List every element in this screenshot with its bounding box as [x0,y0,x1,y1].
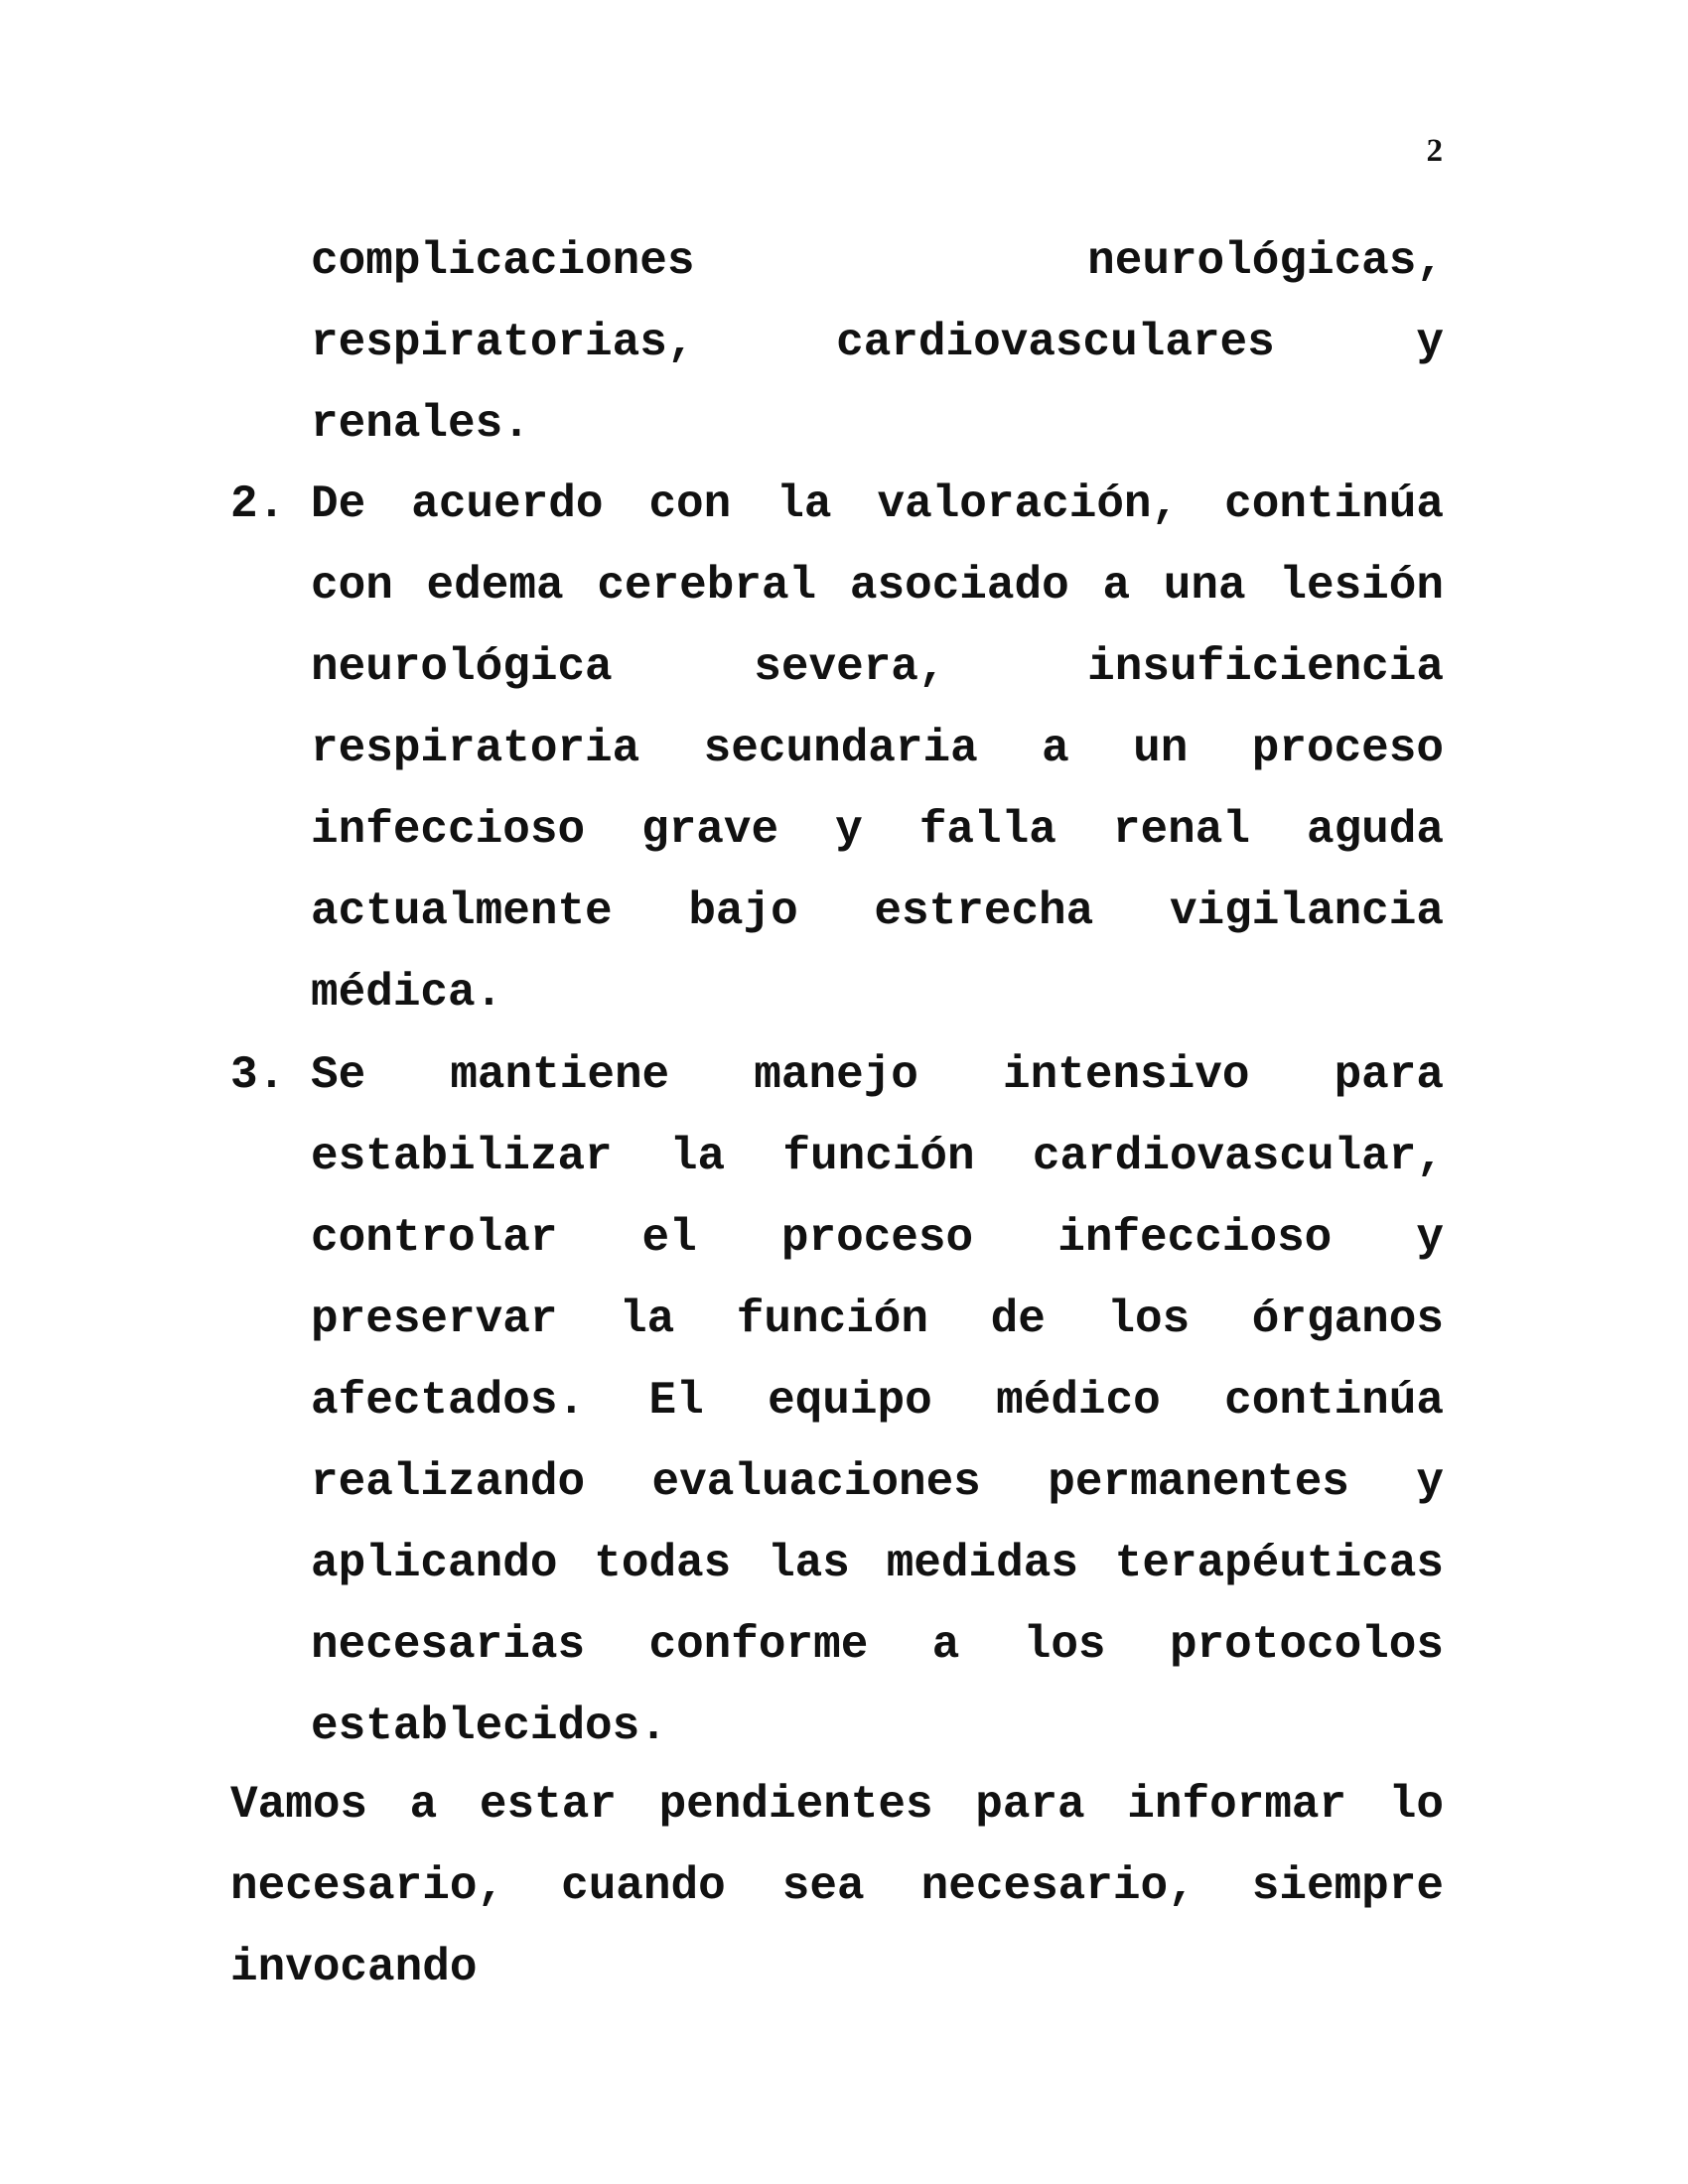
closing-paragraph: Vamos a estar pendientes para informar lo necesario, cuando sea necesario, siempre invocando [230,1779,1444,1993]
list-item-2 [230,464,1444,1033]
list-item-text: Se mantiene manejo intensivo para estabilizar la función cardiovascular, controlar el proceso infeccioso y preservar la función de los órganos afectados. El equipo médico continúa realizando evaluaciones permanentes y aplicando todas las medidas terapéuticas necesarias conforme a los protocolos establecidos. [311,1049,1444,1752]
list-item-3 [230,1034,1444,1767]
list-item-text: De acuerdo con la valoración, continúa con edema cerebral asociado a una lesión neurológica severa, insuficiencia respiratoria secundaria a un proceso infeccioso grave y falla renal aguda actualmente bajo estrecha vigilancia médica. [311,478,1444,1019]
continuation-paragraph: complicaciones neurológicas, respiratorias, cardiovasculares y renales. [311,235,1444,450]
page-number: 2 [1426,133,1443,169]
list-marker: 3. [230,1049,286,1101]
list-marker: 2. [230,478,286,530]
